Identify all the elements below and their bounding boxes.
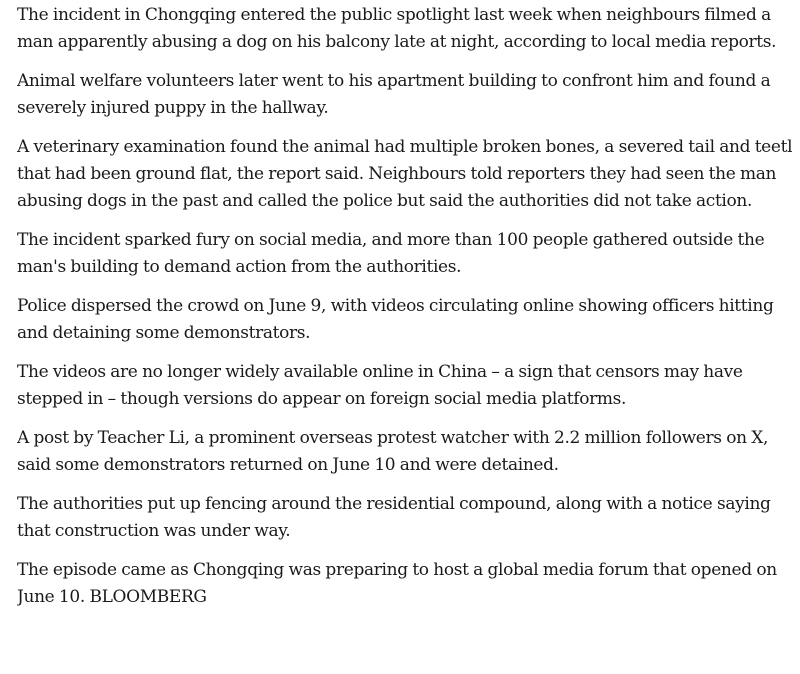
paragraph-2 [17,68,800,122]
paragraph-line: The episode came as Chongqing was preparing to host a global media forum that opened on [17,560,777,580]
paragraph-line: stepped in – though versions do appear on foreign social media platforms. [17,389,627,409]
paragraph-line: Animal welfare volunteers later went to his apartment building to confront him and found a [17,71,771,91]
paragraph-line: abusing dogs in the past and called the police but said the authorities did not take action. [17,191,753,211]
paragraph-9 [17,557,800,611]
paragraph-line: man apparently abusing a dog on his balcony late at night, according to local media reports. [17,32,777,52]
paragraph-1 [17,2,800,56]
paragraph-line: and detaining some demonstrators. [17,323,311,343]
paragraph-line: The authorities put up fencing around the residential compound, along with a notice saying [17,494,771,514]
paragraph-line: A veterinary examination found the animal had multiple broken bones, a severed tail and teetl [17,137,793,157]
paragraph-line: The incident in Chongqing entered the public spotlight last week when neighbours filmed a [17,5,771,25]
paragraph-4 [17,227,800,281]
paragraph-3 [17,134,800,215]
paragraph-5 [17,293,800,347]
paragraph-line: severely injured puppy in the hallway. [17,98,329,118]
paragraph-line: man's building to demand action from the authorities. [17,257,462,277]
paragraph-7 [17,425,800,479]
paragraph-line: The incident sparked fury on social media, and more than 100 people gathered outside the [17,230,765,250]
paragraph-line: Police dispersed the crowd on June 9, with videos circulating online showing officers hitting [17,296,774,316]
article-body [17,2,800,623]
paragraph-line: said some demonstrators returned on June 10 and were detained. [17,455,559,475]
paragraph-6 [17,359,800,413]
paragraph-line: that had been ground flat, the report said. Neighbours told reporters they had seen the man [17,164,777,184]
paragraph-line: that construction was under way. [17,521,291,541]
paragraph-line: A post by Teacher Li, a prominent overseas protest watcher with 2.2 million followers on X, [17,428,769,448]
paragraph-8 [17,491,800,545]
paragraph-line: June 10. BLOOMBERG [17,587,207,607]
paragraph-line: The videos are no longer widely available online in China – a sign that censors may have [17,362,743,382]
